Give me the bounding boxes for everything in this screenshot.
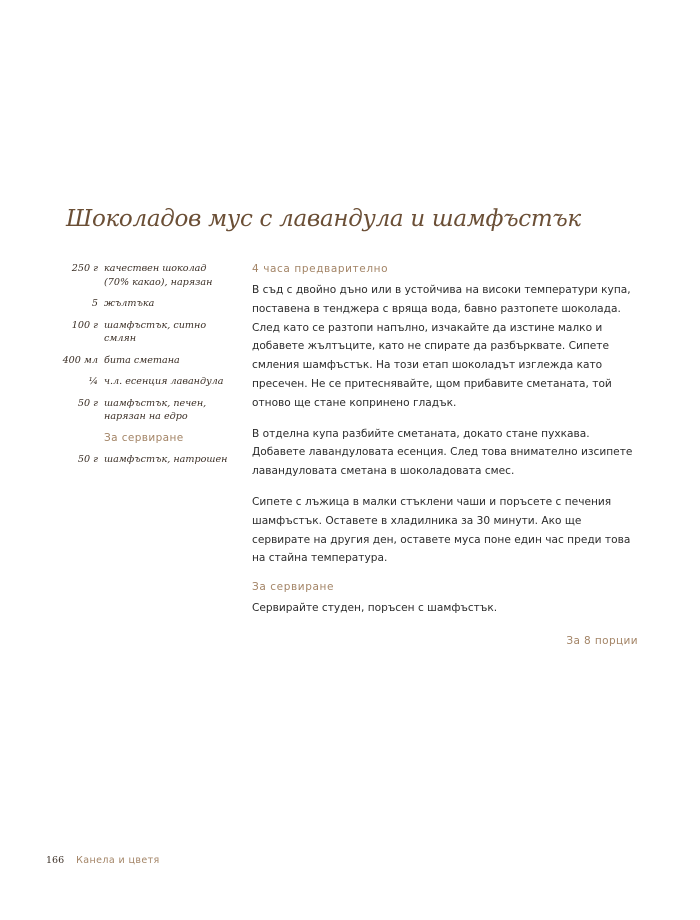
ingredient-description: бита сметана <box>104 354 180 366</box>
ingredients-list <box>30 262 230 475</box>
serving-ingredients-heading: За сервиране <box>104 431 184 444</box>
ingredient-quantity: 250 г <box>71 263 98 274</box>
ingredient-row <box>30 397 230 424</box>
method-step: В съд с двойно дъно или в устойчива на високи температури купа, поставена в тенджера с вряща вода, бавно разтопете шоколада. След като се разтопи напълно, изчакайте да изстине малко и добавете жълтъците, като не спирате да разбърквате. Сипете смления шамфъстък. На този етап шоколадът изглежда като пресечен. Не се притеснявайте, щом прибавите сметаната, той отново ще стане копринено гладък. <box>252 284 631 409</box>
ingredient-description: шамфъстък, ситно смлян <box>104 319 207 344</box>
ingredient-quantity: 5 <box>91 298 98 309</box>
serving-heading: За сервиране <box>252 581 335 594</box>
method-step: В отделна купа разбийте сметаната, докато стане пухкава. Добавете лавандуловата есенция. След това внимателно изсипете лавандуловата сметана в шоколадовата смес. <box>252 427 633 478</box>
page-number: 166 <box>46 855 65 866</box>
ingredient-description: жълтъка <box>104 298 155 309</box>
ingredient-row <box>30 297 230 311</box>
method-step: Сипете с лъжица в малки стъклени чаши и поръсете с печения шамфъстък. Оставете в хладилника за 30 минути. Ако ще сервирате на другия ден, оставете муса поне един час преди това на стайна температура. <box>252 495 631 565</box>
ingredient-row <box>30 453 230 467</box>
ingredient-description: шамфъстък, печен, нарязан на едро <box>104 397 207 422</box>
ingredient-row <box>30 262 230 289</box>
prep-time: 4 часа предварително <box>252 263 389 275</box>
ingredient-row <box>30 319 230 346</box>
ingredient-description: ч.л. есенция лавандула <box>104 376 224 387</box>
page-footer <box>46 855 160 866</box>
servings-count: За 8 порции <box>566 634 638 647</box>
running-book-title: Канела и цветя <box>76 855 160 866</box>
method-section <box>252 262 638 651</box>
ingredient-quantity: 50 г <box>77 397 98 409</box>
ingredient-quantity: 50 г <box>77 454 98 465</box>
ingredient-quantity: 100 г <box>71 319 98 331</box>
ingredient-row <box>30 354 230 368</box>
ingredient-description: качествен шоколад (70% какао), нарязан <box>104 263 213 288</box>
serving-text: Сервирайте студен, поръсен с шамфъстък. <box>252 602 498 615</box>
recipe-title: Шоколадов мус с лавандула и шамфъстък <box>66 206 581 232</box>
ingredient-description: шамфъстък, натрошен <box>104 454 228 465</box>
ingredient-quantity: ¼ <box>88 376 98 387</box>
ingredient-row <box>30 375 230 389</box>
ingredient-quantity: 400 мл <box>62 354 98 366</box>
